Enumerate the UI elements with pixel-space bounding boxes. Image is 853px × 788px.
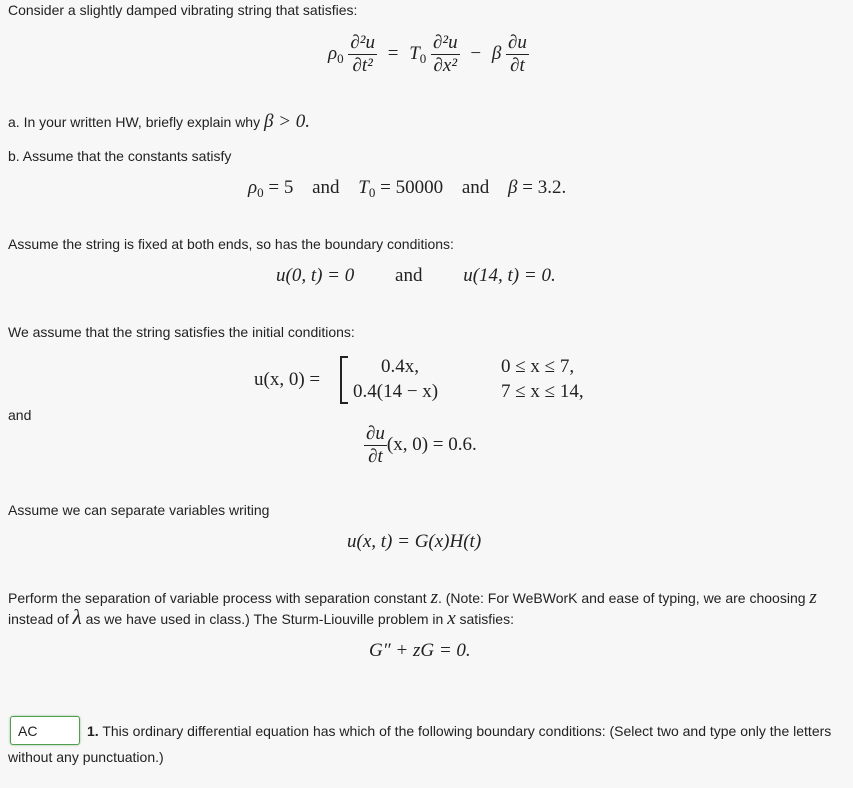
part-a-text: a. In your written HW, briefly explain why β > 0. (8, 111, 311, 132)
boundary-conditions-equation: u(0, t) = 0 and u(14, t) = 0. (276, 265, 556, 286)
piecewise-row1-cond: 0 ≤ x ≤ 7, (501, 356, 575, 377)
constants-equation: $\rho_0 = 5$ and $T_0 = 50000$ and β = 3.2. (248, 177, 567, 200)
part-b-text: b. Assume that the constants satisfy (8, 148, 232, 164)
separation-equation: u(x, t) = G(x)H(t) (347, 531, 482, 552)
piecewise-row2-cond: 7 ≤ x ≤ 14, (501, 381, 584, 402)
perform-text-line1: Perform the separation of variable process with separation constant z. (Note: For WeBWorK and ease of typing, we are choosing z (8, 587, 817, 608)
sturm-liouville-equation: G″ + zG = 0. (369, 640, 471, 661)
piecewise-bracket (340, 356, 348, 404)
pde-equation: $\rho_0$ $\frac{\text{∂²u}}{\text{∂t²}}$ = $T_0$ $\frac{\text{∂²u}}{\text{∂x²}}$ − β $\frac{\partial u}{\partial t}$ (328, 32, 527, 76)
boundary-conditions-text: Assume the string is fixed at both ends, so has the boundary conditions: (8, 236, 454, 252)
initial-velocity-equation: $\frac{\partial u}{\partial t}$ (x, 0) = 0.6. (366, 423, 477, 467)
question-text-line1: 1. This ordinary differential equation has which of the following boundary conditions: (Select two and type only the letters (87, 723, 832, 739)
initial-displacement-lhs: u(x, 0) = (254, 369, 321, 390)
initial-conditions-text: We assume that the string satisfies the initial conditions: (8, 324, 355, 340)
answer-input[interactable] (10, 716, 80, 745)
perform-text-line2: instead of λ as we have used in class.) The Sturm-Liouville problem in x satisfies: (8, 605, 514, 629)
piecewise-row1-expr: 0.4x, (381, 356, 419, 377)
intro-text: Consider a slightly damped vibrating string that satisfies: (8, 2, 358, 18)
separation-text: Assume we can separate variables writing (8, 502, 270, 518)
and-text: and (8, 407, 32, 423)
piecewise-row2-expr: 0.4(14 − x) (353, 381, 439, 402)
question-text-line2: without any punctuation.) (8, 749, 164, 765)
